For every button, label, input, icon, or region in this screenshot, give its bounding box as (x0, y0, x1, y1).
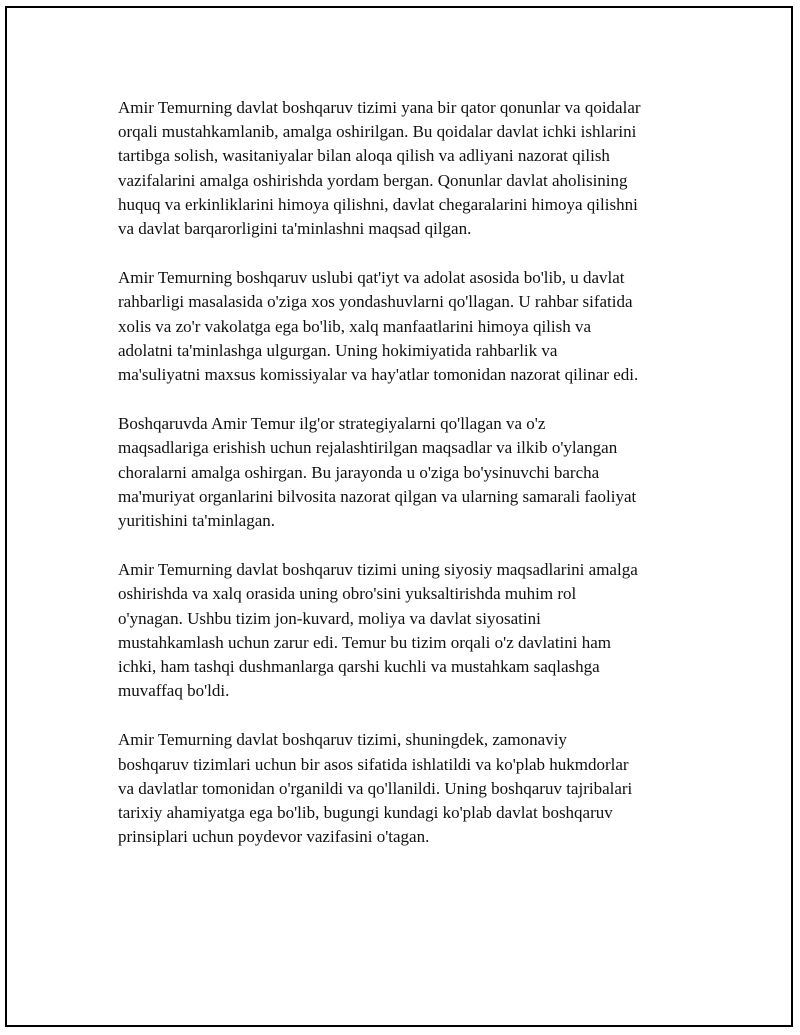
paragraph-3: Boshqaruvda Amir Temur ilg'or strategiyalarni qo'llagan va o'z maqsadlariga erishish uchun rejalashtirilgan maqsadlar va ilkib o'ylangan choralarni amalga oshirgan. Bu jarayonda u o'ziga bo'ysinuvchi barcha ma'muriyat organlarini bilvosita nazorat qilgan va ularning samarali faoliyat yuritishini ta'minlagan. (118, 414, 637, 531)
paragraph-4: Amir Temurning davlat boshqaruv tizimi uning siyosiy maqsadlarini amalga oshirishda va xalq orasida uning obro'sini yuksaltirishda muhim rol o'ynagan. Ushbu tizim jon-kuvard, moliya va davlat siyosatini mustahkamlash uchun zarur edi. Temur bu tizim orqali o'z davlatini ham ichki, ham tashqi dushmanlarga qarshi kuchli va mustahkam saqlashga muvaffaq bo'ldi. (118, 560, 638, 701)
paragraph-1: Amir Temurning davlat boshqaruv tizimi yana bir qator qonunlar va qoidalar orqali mustahkamlanib, amalga oshirilgan. Bu qoidalar davlat ichki ishlarini tartibga solish, wasitaniyalar bilan aloqa qilish va adliyani nazorat qilish vazifalarini amalga oshirishda yordam bergan. Qonunlar davlat aholisining huquq va erkinliklarini himoya qilishni, davlat chegaralarini himoya qilishni va davlat barqarorligini ta'minlashni maqsad qilgan. (118, 98, 641, 239)
document-body (118, 96, 696, 874)
document-page (5, 6, 793, 1027)
paragraph-5: Amir Temurning davlat boshqaruv tizimi, shuningdek, zamonaviy boshqaruv tizimlari uchun bir asos sifatida ishlatildi va ko'plab hukmdorlar va davlatlar tomonidan o'rganildi va qo'llanildi. Uning boshqaruv tajribalari tarixiy ahamiyatga ega bo'lib, bugungi kundagi ko'plab davlat boshqaruv prinsiplari uchun poydevor vazifasini o'tagan. (118, 730, 633, 847)
paragraph-2: Amir Temurning boshqaruv uslubi qat'iyt va adolat asosida bo'lib, u davlat rahbarligi masalasida o'ziga xos yondashuvlarni qo'llagan. U rahbar sifatida xolis va zo'r vakolatga ega bo'lib, xalq manfaatlarini himoya qilish va adolatni ta'minlashga ulgurgan. Uning hokimiyatida rahbarlik va ma'suliyatni maxsus komissiyalar va hay'atlar tomonidan nazorat qilinar edi. (118, 268, 639, 385)
